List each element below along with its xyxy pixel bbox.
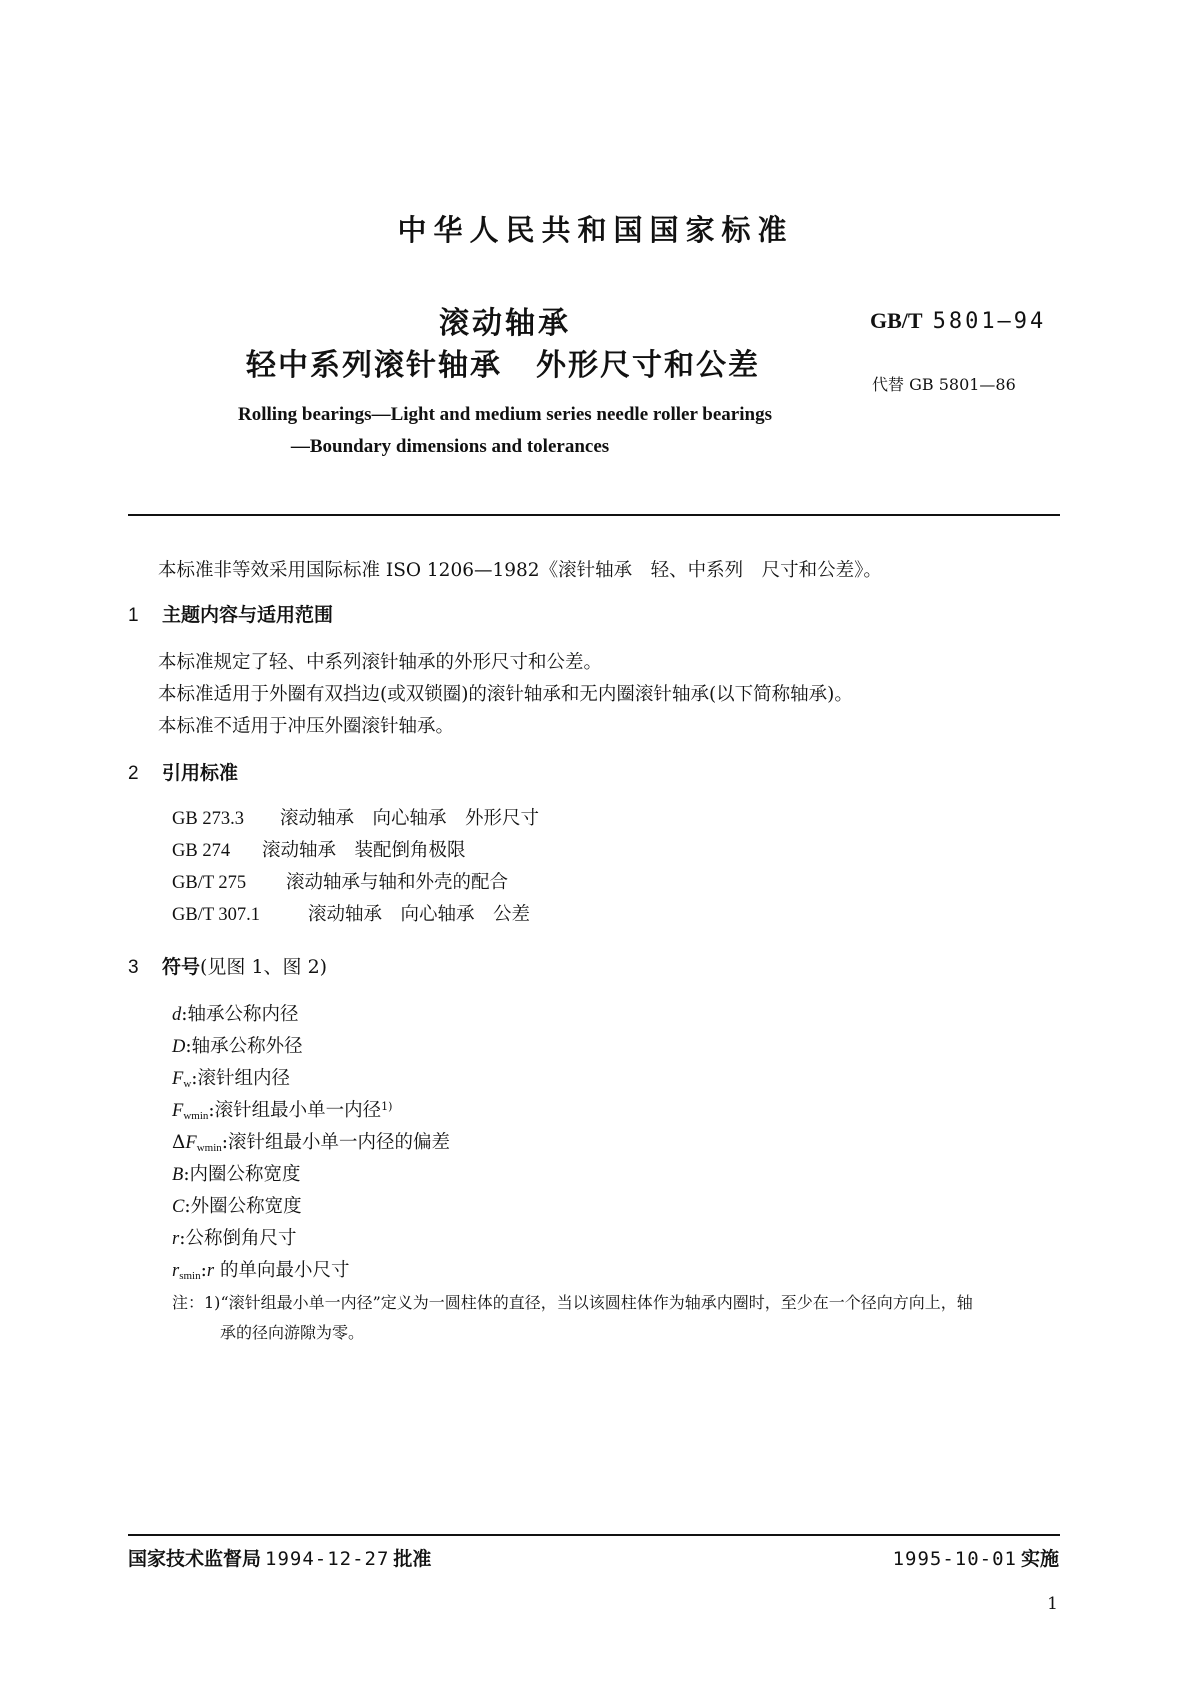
symbol-item: r:公称倒角尺寸: [172, 1228, 297, 1249]
approval-label: 批准: [393, 1548, 432, 1570]
symbol-description: 滚针组最小单一内径: [214, 1100, 382, 1121]
section-1-paragraph: 本标准不适用于冲压外圈滚针轴承。: [158, 716, 455, 737]
footer-divider: [128, 1534, 1060, 1536]
symbol-subscript: smin: [179, 1270, 201, 1282]
symbol-description: 的单向最小尺寸: [219, 1260, 350, 1281]
reference-item: [172, 868, 508, 894]
reference-title: 滚动轴承与轴和外壳的配合: [286, 872, 509, 893]
section-1-heading: [128, 600, 333, 627]
section-1-paragraph: 本标准规定了轻、中系列滚针轴承的外形尺寸和公差。: [158, 652, 603, 673]
approval-date: 1994-12-27: [265, 1548, 390, 1570]
symbol-description: 轴承公称内径: [187, 1004, 299, 1025]
symbol-subscript: wmin: [196, 1142, 222, 1154]
symbol: r: [172, 1261, 180, 1281]
section-title: 主题内容与适用范围: [162, 604, 334, 626]
standard-number: [870, 308, 1046, 334]
symbol-item: C:外圈公称宽度: [172, 1196, 302, 1217]
section-number: 3: [128, 957, 139, 978]
page-number: 1: [1047, 1594, 1058, 1614]
approval-line: [128, 1544, 431, 1571]
reference-code: GB/T 307.1: [172, 905, 261, 925]
reference-code: GB 273.3: [172, 809, 244, 829]
symbol: B: [172, 1165, 184, 1185]
reference-title: 滚动轴承 向心轴承 公差: [308, 904, 531, 925]
footnote: [172, 1290, 973, 1313]
symbol: r: [172, 1229, 180, 1249]
symbol-description: 滚针组最小单一内径的偏差: [227, 1132, 450, 1153]
symbol-item: $F_{wmin}$:滚针组最小单一内径$^{1)}$: [172, 1100, 393, 1122]
footnote-continuation: 承的径向游隙为零。: [220, 1323, 365, 1342]
effective-line: [893, 1544, 1059, 1571]
effective-date: 1995-10-01: [892, 1548, 1017, 1570]
footnote-label: 注：1): [172, 1293, 221, 1312]
approving-organization: 国家技术监督局: [128, 1548, 262, 1570]
footnote-ref: 1): [381, 1100, 393, 1113]
section-number: 2: [128, 763, 139, 784]
section-3-heading: [128, 952, 327, 979]
english-title-line2: —Boundary dimensions and tolerances: [290, 436, 610, 457]
reference-item: [172, 836, 466, 862]
symbol-item: d:轴承公称内径: [172, 1004, 299, 1025]
reference-title: 滚动轴承 向心轴承 外形尺寸: [280, 808, 540, 829]
symbol-subscript: w: [183, 1078, 192, 1090]
symbol-item: $F_w$:滚针组内径: [172, 1068, 291, 1090]
title-part-a: 轻中系列滚针轴承: [246, 348, 502, 383]
section-title: 符号: [162, 956, 201, 978]
symbol-description: 内圈公称宽度: [189, 1164, 301, 1185]
symbol-item: $r_{smin}:r$ 的单向最小尺寸: [172, 1260, 350, 1282]
reference-item: [172, 900, 530, 926]
section-title: 引用标准: [162, 762, 239, 784]
symbol: C: [172, 1197, 185, 1217]
symbol-item: D:轴承公称外径: [172, 1036, 303, 1057]
replaces-standard: 代替 GB 5801—86: [872, 375, 1016, 394]
symbol-subscript: wmin: [183, 1110, 209, 1122]
symbol: d: [172, 1005, 182, 1025]
intro-paragraph: 本标准非等效采用国际标准 ISO 1206—1982《滚针轴承 轻、中系列 尺寸和公差》。: [158, 560, 882, 581]
symbol: F: [172, 1101, 184, 1121]
reference-code: GB/T 275: [172, 873, 247, 893]
symbol-item: $\Delta F_{wmin}$:滚针组最小单一内径的偏差: [172, 1132, 450, 1154]
symbol: F: [185, 1133, 197, 1153]
effective-label: 实施: [1020, 1548, 1059, 1570]
symbol-description: 滚针组内径: [197, 1068, 291, 1089]
symbol-item: B:内圈公称宽度: [172, 1164, 301, 1185]
national-standard-title: 中华人民共和国国家标准: [397, 213, 794, 247]
standard-title-line1: 滚动轴承: [439, 306, 571, 341]
section-number: 1: [128, 605, 139, 626]
symbol: r: [206, 1261, 215, 1281]
standard-prefix: GB/T: [870, 308, 923, 333]
symbol: D: [172, 1037, 186, 1057]
symbol: F: [172, 1069, 184, 1089]
section-1-paragraph: 本标准适用于外圈有双挡边(或双锁圈)的滚针轴承和无内圈滚针轴承(以下简称轴承)。: [158, 684, 853, 705]
symbol-description: 轴承公称外径: [191, 1036, 303, 1057]
standard-code: 5801—94: [932, 309, 1047, 334]
reference-item: [172, 804, 539, 830]
title-part-b: 外形尺寸和公差: [536, 348, 760, 383]
reference-title: 滚动轴承 装配倒角极限: [262, 840, 466, 861]
section-2-heading: [128, 758, 238, 785]
section-subtitle: (见图 1、图 2): [200, 956, 328, 978]
symbol-description: 公称倒角尺寸: [185, 1228, 297, 1249]
reference-code: GB 274: [172, 841, 231, 861]
footnote-text: “滚针组最小单一内径”定义为一圆柱体的直径，当以该圆柱体作为轴承内圈时，至少在一个径向方向上，轴: [220, 1293, 973, 1312]
english-title-line1: Rolling bearings—Light and medium series needle roller bearings: [238, 404, 772, 425]
symbol-description: 外圈公称宽度: [190, 1196, 302, 1217]
symbol-prefix: Δ: [172, 1132, 186, 1153]
header-divider: [128, 514, 1060, 516]
standard-title-line2: [246, 340, 760, 384]
